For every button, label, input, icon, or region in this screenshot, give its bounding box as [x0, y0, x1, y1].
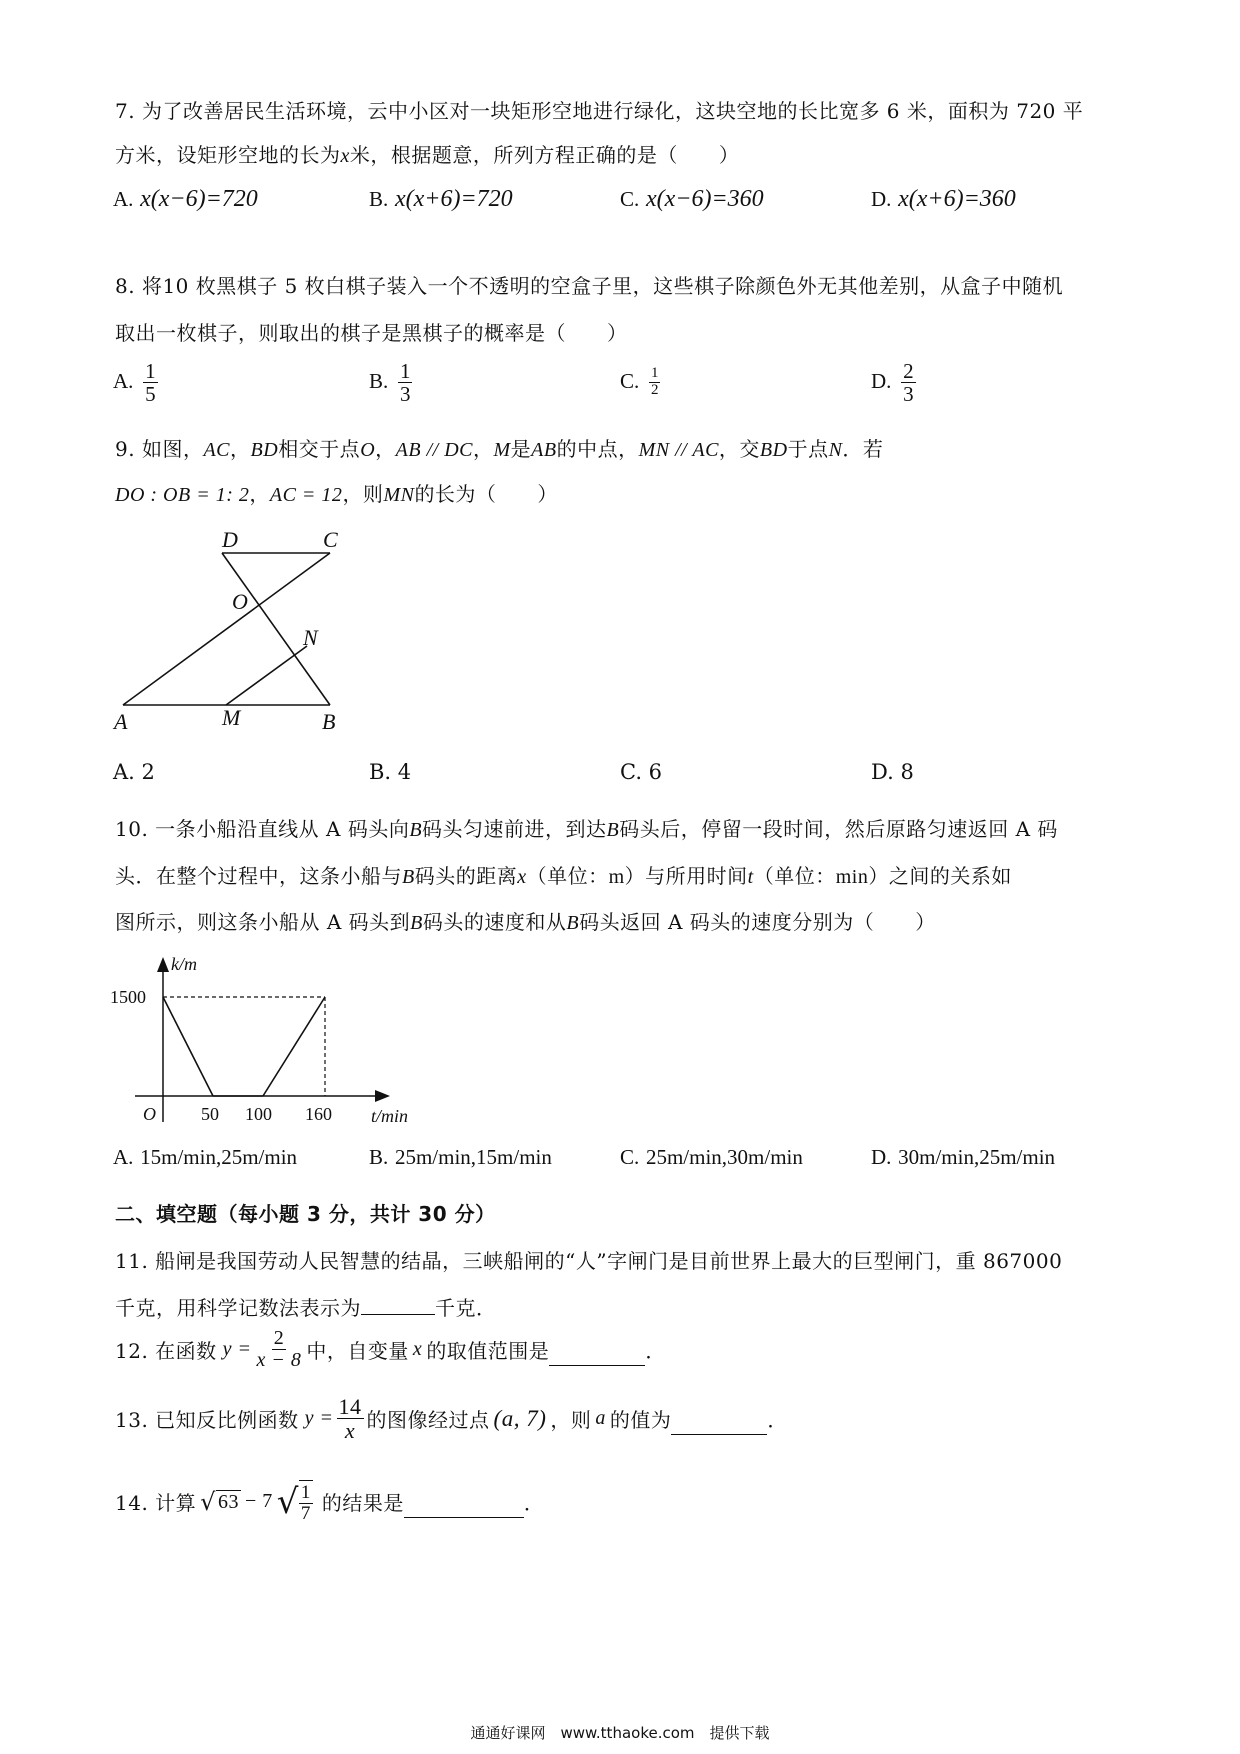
q13-line: 13. 已知反比例函数 y = $\frac{14}{x}$ 的图像经过点 (a, 7) ，则 a 的值为 ．	[115, 1394, 788, 1444]
label-d: D	[222, 527, 238, 552]
sqrt-icon: √	[276, 1481, 299, 1522]
trip-out-segment	[163, 997, 213, 1096]
label-b: B	[322, 709, 336, 734]
q10-line1: 10. 一条小船沿直线从 A 码头向B码头匀速前进，到达B码头后，停留一段时间，然后原路匀速返回 A 码	[115, 817, 1058, 841]
y-axis-label: k/m	[171, 954, 197, 974]
q9-option-d[interactable]: D. 8	[871, 760, 914, 784]
q7-option-d[interactable]: D. x(x+6)=360	[871, 186, 1016, 212]
q14-fraction: $\frac{1}{7}$	[300, 1482, 311, 1524]
q14-answer-blank[interactable]	[404, 1499, 524, 1518]
q9-option-a[interactable]: A. 2	[113, 760, 155, 784]
label-a: A	[114, 709, 128, 734]
q10-option-b[interactable]: B. 25m/min,15m/min	[369, 1145, 552, 1169]
segment-mn	[226, 646, 307, 705]
q13-fraction: $\frac{14}{x}$	[338, 1394, 362, 1444]
q11-line1: 11. 船闸是我国劳动人民智慧的结晶，三峡船闸的“人”字闸门是目前世界上最大的巨型闸门，重 867000	[115, 1249, 1063, 1273]
label-o: O	[232, 589, 248, 614]
fraction: $\frac{1}{3}$	[399, 359, 411, 407]
q11-answer-blank[interactable]	[361, 1296, 435, 1315]
fraction: $\frac{1}{2}$	[650, 365, 659, 398]
q9-option-c[interactable]: C. 6	[620, 760, 663, 784]
q7-option-c[interactable]: C. x(x−6)=360	[620, 186, 764, 212]
segment-ca	[123, 553, 330, 705]
q9-option-b[interactable]: B. 4	[369, 760, 412, 784]
page-footer: 通通好课网 www.tthaoke.com 提供下载	[470, 1724, 770, 1742]
q12-fraction: $\frac{2}{x - 8}$	[256, 1327, 302, 1371]
q10-option-a[interactable]: A. 15m/min,25m/min	[113, 1145, 298, 1169]
q10-line3: 图所示，则这条小船从 A 码头到B码头的速度和从B码头返回 A 码头的速度分别为（ ）	[115, 910, 936, 934]
trip-back-segment	[263, 997, 325, 1096]
q13-answer-blank[interactable]	[671, 1416, 767, 1435]
x-tick-100: 100	[245, 1104, 272, 1124]
label-m: M	[222, 705, 241, 730]
label-n: N	[303, 625, 318, 650]
q7-line1: 7. 为了改善居民生活环境，云中小区对一块矩形空地进行绿化，这块空地的长比宽多 6 米，面积为 720 平	[115, 99, 1084, 123]
fraction: $\frac{1}{5}$	[145, 359, 156, 407]
q11-line2: 千克，用科学记数法表示为 千克．	[115, 1296, 497, 1320]
x-tick-50: 50	[201, 1104, 219, 1124]
sqrt-icon: √	[200, 1487, 216, 1516]
q8-option-a[interactable]: A. $\frac{1}{5}$	[113, 359, 156, 407]
q10-distance-time-graph	[105, 950, 435, 1130]
q7-option-b[interactable]: B. x(x+6)=720	[369, 186, 513, 212]
q7-option-a[interactable]: A. x(x−6)=720	[113, 186, 258, 212]
y-tick-1500: 1500	[110, 987, 146, 1007]
q8-line2: 取出一枚棋子，则取出的棋子是黑棋子的概率是（ ）	[115, 321, 628, 345]
section-fill-in-title: 二、填空题（每小题 3 分，共计 30 分）	[115, 1202, 496, 1226]
q8-option-b[interactable]: B. $\frac{1}{3}$	[369, 359, 411, 407]
q7-line2: 方米，设矩形空地的长为x米，根据题意，所列方程正确的是（ ）	[115, 143, 740, 167]
origin-label: O	[143, 1104, 156, 1124]
q12-line: 12. 在函数 y = $\frac{2}{x - 8}$ 中，自变量 x 的取值范围是 ．	[115, 1327, 666, 1371]
q8-line1: 8. 将10 枚黑棋子 5 枚白棋子装入一个不透明的空盒子里，这些棋子除颜色外无其他差别，从盒子中随机	[115, 274, 1064, 298]
q10-option-d[interactable]: D. 30m/min,25m/min	[871, 1145, 1056, 1169]
q9-geometry-figure	[105, 520, 365, 735]
q9-line2: DO : OB = 1: 2，AC = 12，则MN的长为（ ）	[115, 482, 558, 506]
q10-option-c[interactable]: C. 25m/min,30m/min	[620, 1145, 803, 1169]
q9-line1: 9. 如图，AC，BD相交于点O，AB // DC，M是AB的中点，MN // AC，交BD于点N．若	[115, 437, 884, 461]
q12-answer-blank[interactable]	[549, 1347, 645, 1366]
q8-option-d[interactable]: D. $\frac{2}{3}$	[871, 359, 914, 407]
x-axis-label: t/min	[371, 1106, 409, 1126]
fraction: $\frac{2}{3}$	[903, 359, 914, 407]
q10-line2: 头．在整个过程中，这条小船与B码头的距离x（单位：m）与所用时间t（单位：min）之间的关系如	[115, 864, 1012, 888]
q8-option-c[interactable]: C. $\frac{1}{2}$	[620, 365, 659, 398]
x-tick-160: 160	[305, 1104, 332, 1124]
q14-line: 14. 计算 √ 63 − 7 √ $\frac{1}{7}$ 的结果是 ．	[115, 1481, 545, 1524]
label-c: C	[323, 527, 338, 552]
